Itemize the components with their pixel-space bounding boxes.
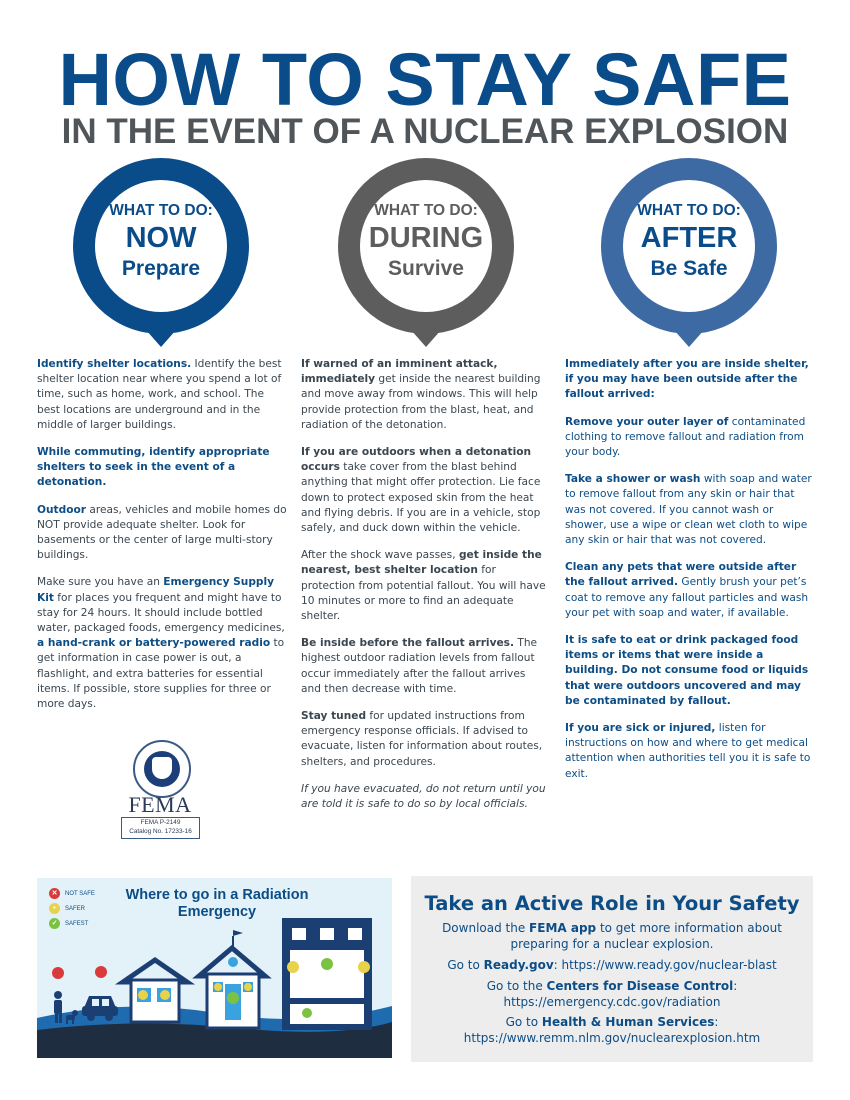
legend-label: NOT SAFE — [65, 890, 95, 897]
after-paragraph — [565, 357, 815, 403]
body-text: Go to — [447, 958, 484, 972]
italic-text: If you have evacuated, do not return until you are told it is safe to do so by local officials. — [301, 782, 546, 811]
during-paragraph — [301, 782, 548, 812]
body-text: : — [714, 1015, 719, 1029]
page-subtitle: IN THE EVENT OF A NUCLEAR EXPLOSION — [61, 112, 789, 151]
bold-text: Take a shower or wash — [565, 473, 701, 486]
after-paragraph — [565, 633, 815, 709]
active-role-panel — [411, 876, 813, 1062]
body-text: Download the — [442, 921, 530, 935]
body-text: for protection from potential fallout. You will have 10 minutes or more to find an adequate shelter. — [301, 564, 546, 623]
bold-text: Clean any pets that were outside after the fallout arrived. — [565, 561, 797, 589]
phase-now-label: WHAT TO DO: — [109, 202, 213, 219]
body-text: Gently brush your pet’s coat to remove any fallout particles and wash your pet with soap and water, if available. — [565, 576, 809, 619]
body-text: Go to the — [486, 979, 547, 993]
bold-text: If warned of an imminent attack, immediately — [301, 358, 498, 386]
ready-gov-line — [411, 957, 813, 974]
body-text: listen for instructions on how and where to get medical attention when authorities tell you it is safe to exit. — [565, 722, 811, 780]
body-text: contaminated clothing to remove fallout and radiation from your body. — [565, 415, 806, 459]
bold-text: If you are outdoors when a detonation occurs — [301, 446, 532, 474]
after-paragraph — [565, 415, 815, 461]
active-role-title: Take an Active Role in Your Safety — [424, 892, 800, 915]
phase-after-label: WHAT TO DO: — [637, 202, 741, 219]
bold-text: get inside the nearest, best shelter location — [301, 549, 542, 577]
cdc-url[interactable]: https://emergency.cdc.gov/radiation — [503, 995, 721, 1009]
phase-after-title: AFTER — [640, 222, 738, 254]
during-paragraph — [301, 548, 548, 624]
body-text: : — [733, 979, 738, 993]
fema-app-line — [411, 920, 813, 937]
page-title: HOW TO STAY SAFE — [58, 38, 792, 121]
bold-text: Outdoor — [37, 503, 86, 516]
body-text: Make sure you have an — [37, 576, 164, 589]
body-text: The highest outdoor radiation levels from fallout occur immediately after the fallout arrives and then decrease with time. — [301, 637, 538, 695]
now-paragraph — [37, 575, 287, 712]
phase-now-badge — [73, 158, 249, 348]
during-paragraph — [301, 445, 548, 536]
body-text: for updated instructions from emergency response officials. If advised to evacuate, listen for information about routes, shelters, and procedures. — [301, 710, 543, 768]
dhs-seal-logo — [133, 740, 191, 798]
cdc-link[interactable]: Centers for Disease Control — [546, 979, 734, 993]
phase-during-label: WHAT TO DO: — [374, 202, 478, 219]
safer-icon: • — [49, 903, 60, 914]
bold-text: Immediately after you are inside shelter, if you may have been outside after the fallout arrived: — [565, 358, 809, 401]
bold-text: a hand-crank or battery-powered radio — [37, 637, 271, 650]
body-text: to get more information about — [596, 921, 782, 935]
phase-after-subtitle: Be Safe — [650, 257, 728, 280]
during-paragraph — [301, 357, 548, 433]
bold-text: Be inside before the fallout arrives. — [301, 637, 514, 650]
body-text: Go to — [505, 1015, 542, 1029]
bold-text: Stay tuned — [301, 710, 367, 723]
fema-app-link[interactable]: FEMA app — [529, 921, 597, 935]
body-text: get inside the nearest building and move away from windows. This will help provide protection from the blast, heat, and radiation of the detonation. — [301, 373, 541, 431]
body-text: to get information in case power is out, a flashlight, and extra batteries for essential items. If possible, store supplies for three or more days. — [37, 637, 285, 711]
during-paragraph — [301, 709, 548, 770]
down-arrow-icon — [674, 330, 704, 347]
now-column — [37, 357, 287, 724]
body-text: take cover from the blast behind anything that might offer protection. Lie face down to protect exposed skin from the heat and flying debris. If you are in a vehicle, stop safely, and duck down within the vehicle. — [301, 461, 541, 535]
now-paragraph — [37, 357, 287, 433]
bold-text: It is safe to eat or drink packaged food items or items that were inside a building. Do not consume food or liquids that were outdoors uncovered and may be contaminated by fallout. — [565, 634, 809, 707]
legend-label: SAFER — [65, 905, 86, 912]
phase-now-title: NOW — [125, 222, 197, 254]
now-paragraph — [37, 503, 287, 564]
body-text: for places you frequent and might have to stay for 24 hours. It should include bottled water, packaged foods, emergency medicines, — [37, 591, 285, 635]
cdc-line — [411, 978, 813, 995]
house-icon — [123, 960, 187, 1022]
person-icon — [54, 991, 62, 1023]
radiation-title: Where to go in a Radiation Emergency — [125, 887, 309, 920]
after-paragraph — [565, 560, 815, 621]
radiation-emergency-graphic — [37, 878, 392, 1058]
hhs-url[interactable]: https://www.remm.nlm.gov/nuclearexplosion.htm — [463, 1031, 761, 1045]
after-paragraph — [565, 721, 815, 782]
bold-text: Identify shelter locations. — [37, 358, 192, 370]
office-building-icon — [282, 918, 372, 1030]
bold-text: While commuting, identify appropriate shelters to seek in the event of a detonation. — [37, 446, 270, 489]
after-paragraph — [565, 472, 815, 548]
body-text: Identify the best shelter location near where you spend a lot of time, such as home, work, and school. The best locations are underground and in the middle of larger buildings. — [37, 358, 282, 431]
bold-text: Emergency Supply Kit — [37, 576, 275, 604]
phase-during-subtitle: Survive — [388, 257, 464, 280]
body-text: with soap and water to remove fallout from any skin or hair that was not covered. If you cannot wash or shower, use a wipe or clean wet cloth to wipe any skin or hair that was not covered. — [565, 473, 812, 547]
after-column — [565, 357, 815, 794]
school-icon — [199, 930, 265, 1028]
during-paragraph — [301, 636, 548, 697]
fema-app-line-2: preparing for a nuclear explosion. — [510, 937, 714, 951]
now-paragraph — [37, 445, 287, 491]
ready-gov-url[interactable]: : https://www.ready.gov/nuclear-blast — [553, 958, 777, 972]
down-arrow-icon — [411, 330, 441, 347]
ready-gov-link[interactable]: Ready.gov — [483, 958, 554, 972]
body-text: areas, vehicles and mobile homes do NOT provide adequate shelter. Look for basements or the center of large multi-story buildings. — [37, 503, 287, 562]
safest-icon: ✓ — [49, 918, 60, 929]
hhs-link[interactable]: Health & Human Services — [541, 1015, 715, 1029]
fema-code: FEMA P-2149 — [140, 819, 181, 826]
fema-catalog: Catalog No. 17233-16 — [129, 828, 192, 835]
phase-during-badge — [338, 158, 514, 348]
fema-logo-text: FEMA — [128, 792, 192, 817]
bold-text: If you are sick or injured, — [565, 722, 716, 735]
shelter-illustration — [37, 878, 392, 1058]
phase-now-subtitle: Prepare — [121, 257, 201, 280]
hhs-line — [411, 1014, 813, 1031]
during-column — [301, 357, 548, 824]
fema-catalog-box — [121, 817, 200, 839]
legend-label: SAFEST — [65, 920, 89, 927]
phase-after-badge — [601, 158, 777, 348]
body-text: After the shock wave passes, — [301, 549, 459, 562]
phase-during-title: DURING — [368, 222, 484, 254]
not-safe-icon: ✕ — [49, 888, 60, 899]
bold-text: Remove your outer layer of — [565, 415, 729, 428]
down-arrow-icon — [146, 330, 176, 347]
